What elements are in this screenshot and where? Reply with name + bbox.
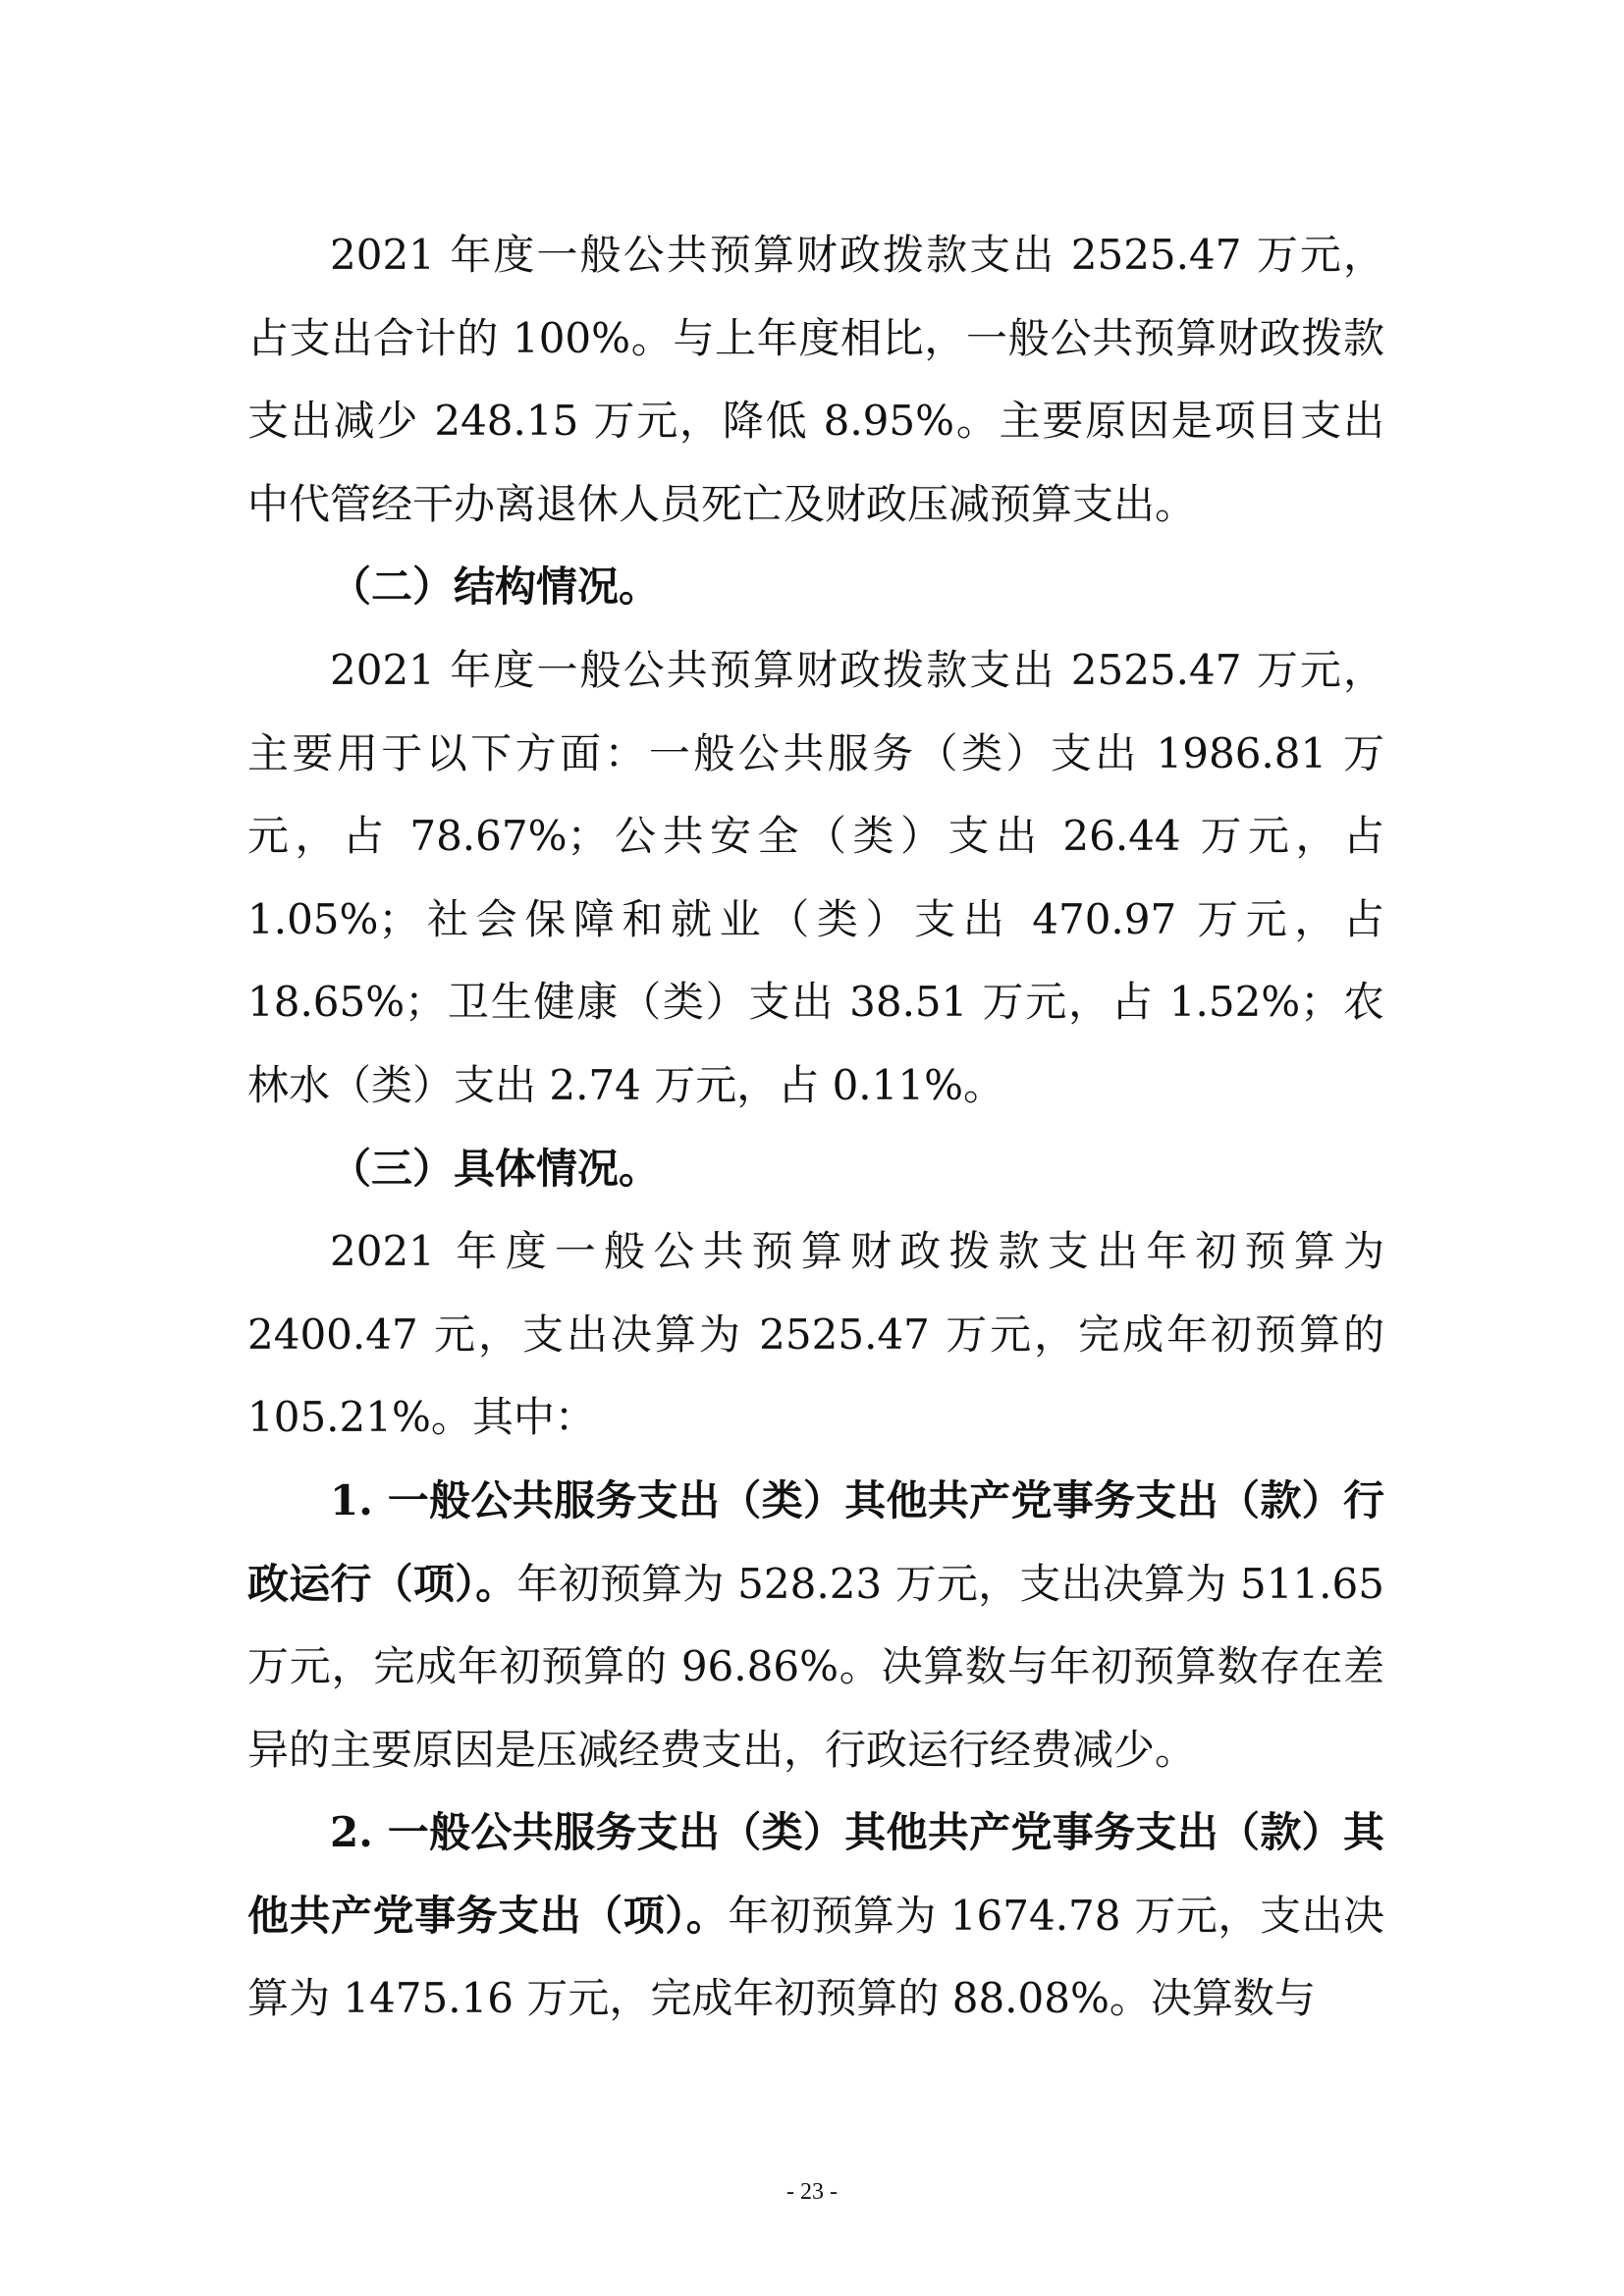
page-body <box>247 214 1384 2041</box>
paragraph-details: 2021 年度一般公共预算财政拨款支出年初预算为 2400.47 元，支出决算为 2525.47 万元，完成年初预算的 105.21%。其中： <box>247 1227 1384 1442</box>
list-item-1 <box>247 1460 1384 1791</box>
list-item-1-body: 年初预算为 528.23 万元，支出决算为 511.65 万元，完成年初预算的 96.86%。决算数与年初预算数存在差异的主要原因是压减经费支出，行政运行经费减少。 <box>247 1559 1384 1774</box>
list-item-2 <box>247 1791 1384 2041</box>
heading-details: （三）具体情况。 <box>330 1144 661 1193</box>
heading-structure: （二）结构情况。 <box>330 562 661 612</box>
paragraph-overview: 2021 年度一般公共预算财政拨款支出 2525.47 万元，占支出合计的 100%。与上年度相比，一般公共预算财政拨款支出减少 248.15 万元，降低 8.95%。主要原因是项目支出中代管经干办离退休人员死亡及财政压减预算支出。 <box>247 231 1384 528</box>
list-item-1-title: 1. 一般公共服务支出（类）其他共产党事务支出（款）行政运行（项）。 <box>247 1475 1384 1608</box>
paragraph-structure: 2021 年度一般公共预算财政拨款支出 2525.47 万元，主要用于以下方面：一般公共服务（类）支出 1986.81 万元，占 78.67%；公共安全（类）支出 26.44 万元，占 1.05%；社会保障和就业（类）支出 470.97 万元，占 18.65%；卫生健康（类）支出 38.51 万元，占 1.52%；农林水（类）支出 2.74 万元，占 0.11%。 <box>247 645 1384 1109</box>
list-item-2-title: 2. 一般公共服务支出（类）其他共产党事务支出（款）其他共产党事务支出（项）。 <box>247 1808 1384 1940</box>
page-number: - 23 - <box>786 2179 838 2205</box>
list-item-2-body: 年初预算为 1674.78 万元，支出决算为 1475.16 万元，完成年初预算的 88.08%。决算数与 <box>247 1891 1384 2023</box>
